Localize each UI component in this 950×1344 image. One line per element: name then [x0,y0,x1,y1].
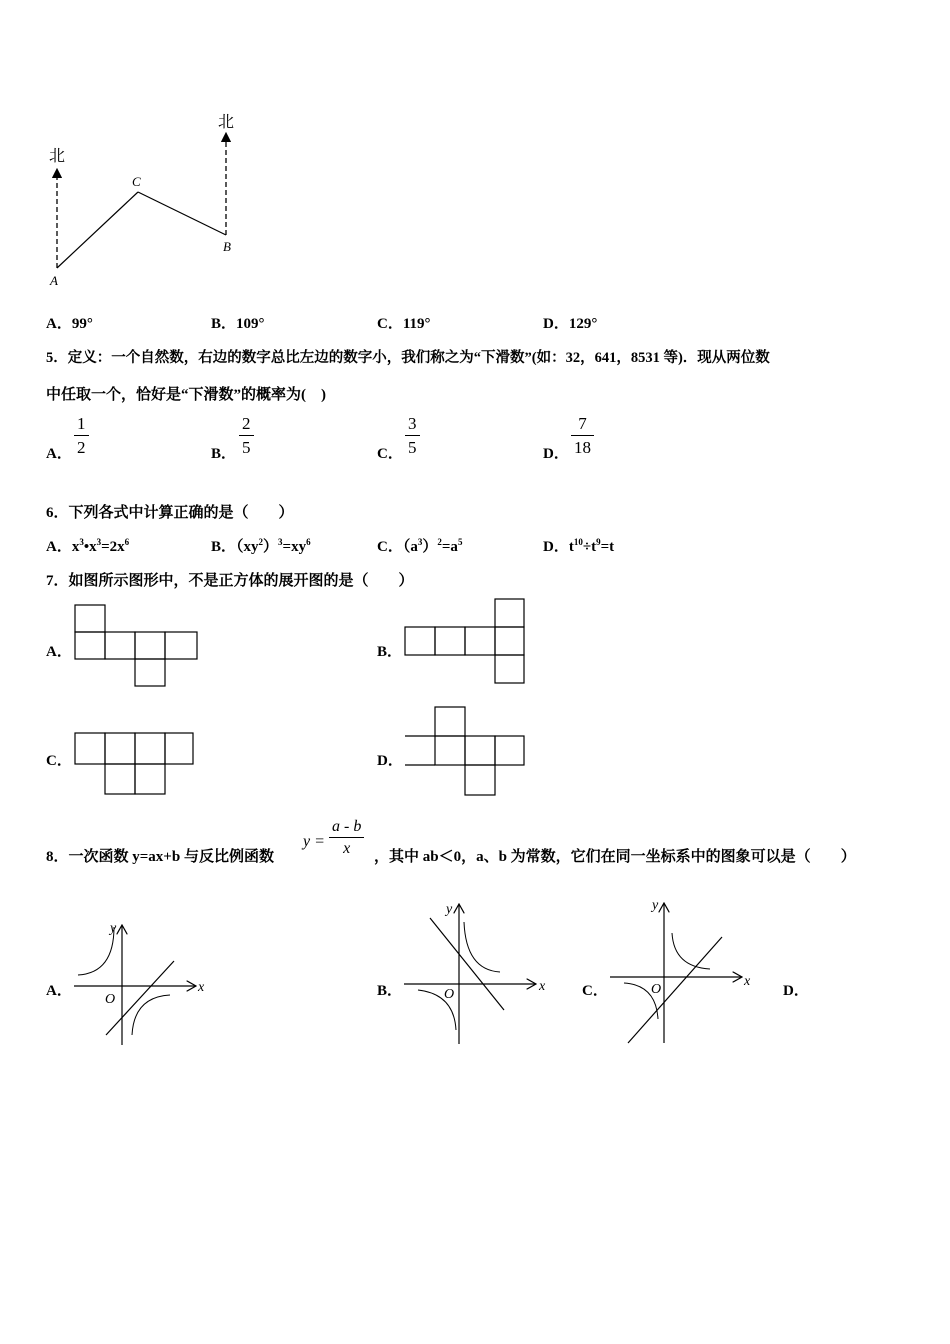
q8-option-b-label[interactable]: B． [377,983,403,999]
option-text: 99° [71,316,93,332]
origin-label: O [105,992,116,1007]
expr-part: ） [263,539,279,555]
hyperbola-branch-upper-right [464,922,500,972]
q5-option-d-fraction [571,414,594,458]
q7-option-a-label[interactable]: A． [46,644,72,660]
q6-stem: 6．下列各式中计算正确的是（ ） [46,505,294,521]
q8-graph-c [606,895,766,1045]
expr-exponent: 5 [457,537,463,547]
q6-option-c[interactable] [377,535,462,556]
q6-option-d[interactable] [543,535,614,556]
q5-option-a-fraction [74,414,89,458]
q5-option-b-fraction [239,414,254,458]
fraction-denominator: 2 [77,438,86,457]
q5-option-c-letter[interactable]: C． [377,446,403,462]
option-text: 129° [568,316,598,332]
option-letter: A． [46,316,72,332]
linear-function-line [106,961,174,1035]
q8-graph-b [400,900,560,1050]
origin-label: O [651,982,662,997]
fraction-numerator: a - b [332,818,362,835]
fraction-denominator: x [343,840,351,857]
expr-exponent: 3 [79,537,84,547]
expr-part: ） [422,539,438,555]
q5-option-a-letter[interactable]: A． [46,446,72,462]
expr-exponent: 9 [596,537,601,547]
origin-label: O [444,987,455,1002]
point-b-label: B [223,239,231,254]
q5-stem-line2: 中任取一个，恰好是“下滑数”的概率为( ) [46,387,326,403]
option-letter: C． [377,539,403,555]
linear-function-line [628,937,722,1043]
q8-formula-lhs: y = [303,833,325,850]
q8-option-c-label[interactable]: C． [582,983,608,999]
y-axis-label: y [110,921,117,936]
q4-option-c[interactable] [377,312,431,333]
option-text: 119° [402,316,431,332]
x-axis-label: x [744,974,751,989]
expr-part: （xy [236,539,259,555]
fraction-denominator: 18 [574,438,591,457]
q7-net-b [403,597,533,687]
q5-option-d-letter[interactable]: D． [543,446,569,462]
q5-option-c-fraction [405,414,420,458]
q8-graph-a [70,915,220,1055]
q8-formula-fraction [329,818,364,858]
q8-option-a-label[interactable]: A． [46,983,72,999]
option-letter: B． [211,539,237,555]
expr-part: =2x [101,539,125,555]
fraction-denominator: 5 [408,438,417,457]
q7-option-d-label[interactable]: D． [377,753,403,769]
point-a-label: A [50,273,58,288]
expr-part: （a [402,539,418,555]
q6-option-b[interactable] [211,535,311,556]
hyperbola-branch-upper-right [672,933,710,969]
q6-option-a[interactable] [46,535,129,556]
fraction-denominator: 5 [242,438,251,457]
north-label-left: 北 [49,148,66,165]
expr-exponent: 3 [96,537,102,547]
q5-stem-line1: 5．定义：一个自然数，右边的数字总比左边的数字小，我们称之为“下滑数”(如：32，641，8531 等)．现从两位数 [46,350,770,366]
y-axis-label: y [652,898,659,913]
expr-exponent: 6 [306,537,311,547]
bearing-diagram [30,105,290,295]
expr-part: x [71,539,80,555]
expr-exponent: 3 [278,537,283,547]
option-letter: A． [46,539,72,555]
fraction-numerator: 3 [408,414,417,433]
expr-exponent: 2 [258,537,264,547]
expr-exponent: 2 [437,537,442,547]
expr-exponent: 6 [124,537,130,547]
q7-net-a [74,604,204,688]
q7-net-d [403,705,533,800]
x-axis-label: x [198,980,205,995]
expr-part: =a [441,539,458,555]
segment-cb [138,192,226,235]
q7-net-c [74,732,204,798]
fraction-numerator: 7 [578,414,587,433]
expr-part: t [568,539,574,555]
expr-exponent: 10 [573,537,583,547]
expr-part: •x [83,539,97,555]
fraction-numerator: 2 [242,414,251,433]
q4-option-d[interactable] [543,312,597,333]
option-letter: B． [211,316,237,332]
x-axis-label: x [539,979,546,994]
q7-stem: 7．如图所示图形中，不是正方体的展开图的是（ ） [46,573,414,589]
option-letter: C． [377,316,403,332]
expr-part: =xy [282,539,307,555]
linear-function-line [430,918,504,1010]
expr-exponent: 3 [417,537,423,547]
q7-option-b-label[interactable]: B． [377,644,403,660]
expr-part: ÷t [582,539,597,555]
q4-option-b[interactable] [211,312,265,333]
north-label-right: 北 [218,114,235,131]
point-c-label: C [132,174,141,189]
q8-stem-before: 8．一次函数 y=ax+b 与反比例函数 [46,849,274,865]
option-letter: D． [543,539,569,555]
q4-option-a[interactable] [46,312,93,333]
q5-option-b-letter[interactable]: B． [211,446,237,462]
q8-stem-after: ，其中 ab＜0，a、b 为常数，它们在同一坐标系中的图象可以是（ ） [374,849,856,865]
segment-ac [57,192,138,268]
hyperbola-branch-upper-left [78,927,114,975]
fraction-numerator: 1 [77,414,86,433]
option-letter: D． [543,316,569,332]
option-text: 109° [236,316,265,332]
q8-option-d-label[interactable]: D． [783,983,809,999]
q7-option-c-label[interactable]: C． [46,753,72,769]
expr-part: =t [600,539,615,555]
y-axis-label: y [446,902,453,917]
